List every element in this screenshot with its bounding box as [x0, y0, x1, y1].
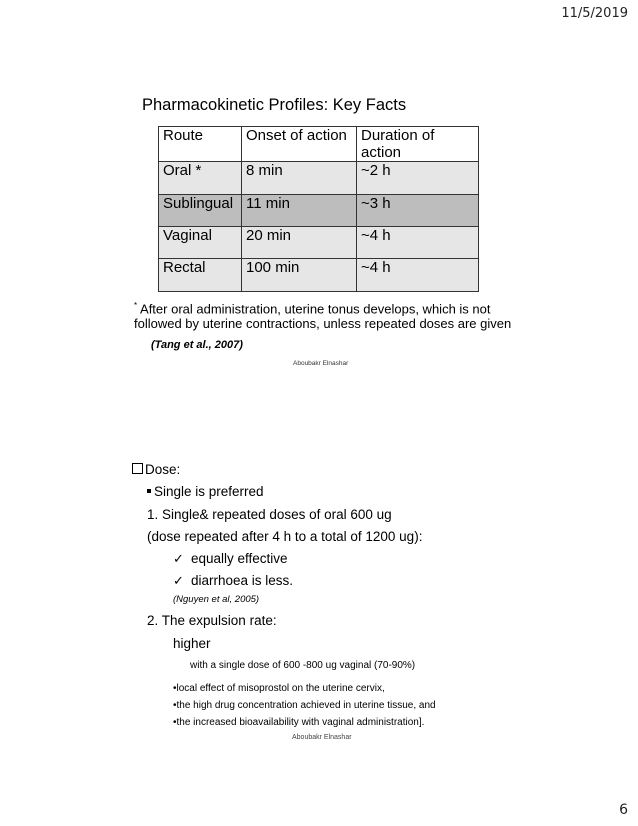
pharmacokinetic-table — [158, 126, 479, 292]
single-preferred-text: Single is preferred — [154, 484, 264, 499]
cell-onset: 11 min — [242, 195, 357, 227]
table-row — [159, 162, 479, 195]
header-onset: Onset of action — [242, 127, 357, 162]
checkmark-icon: ✓ — [173, 573, 184, 588]
checkmark-icon: ✓ — [173, 551, 184, 566]
cell-onset: 8 min — [242, 162, 357, 195]
check-item-2 — [173, 573, 293, 589]
hollow-square-icon — [132, 463, 143, 474]
table-header-row — [159, 127, 479, 162]
check-item-text: diarrhoea is less. — [191, 573, 294, 588]
dose-label: Dose: — [145, 462, 181, 477]
cell-duration: ~4 h — [357, 259, 479, 292]
list-item-2: 2. The expulsion rate: — [147, 613, 277, 628]
slide-title: Pharmacokinetic Profiles: Key Facts — [142, 96, 407, 114]
dose-heading — [132, 462, 180, 477]
single-preferred-item — [147, 484, 264, 499]
table-row — [159, 227, 479, 259]
footnote-line-2: followed by uterine contractions, unless repeated doses are given — [134, 316, 512, 331]
cell-duration: ~4 h — [357, 227, 479, 259]
cell-onset: 20 min — [242, 227, 357, 259]
cell-duration: ~2 h — [357, 162, 479, 195]
list-item-1-detail: (dose repeated after 4 h to a total of 1200 ug): — [147, 529, 423, 544]
cell-duration: ~3 h — [357, 195, 479, 227]
higher-detail: with a single dose of 600 -800 ug vaginal (70-90%) — [190, 660, 416, 671]
author-watermark: Aboubakr Elnashar — [293, 360, 349, 367]
cell-route: Oral * — [159, 162, 242, 195]
cell-route: Sublingual — [159, 195, 242, 227]
citation: (Tang et al., 2007) — [151, 339, 243, 351]
check-item-1 — [173, 551, 288, 567]
footnote-marker: * — [134, 301, 138, 310]
header-duration: Duration of action — [357, 127, 479, 162]
cell-route: Rectal — [159, 259, 242, 292]
author-watermark: Aboubakr Elnashar — [292, 734, 352, 741]
header-route: Route — [159, 127, 242, 162]
cell-route: Vaginal — [159, 227, 242, 259]
print-date: 11/5/2019 — [561, 6, 628, 21]
list-item-1: 1. Single& repeated doses of oral 600 ug — [147, 507, 392, 522]
check-item-text: equally effective — [191, 551, 288, 566]
page-number: 6 — [619, 802, 628, 818]
cell-onset: 100 min — [242, 259, 357, 292]
higher-text: higher — [173, 636, 211, 651]
list-item: •the increased bioavailability with vaginal administration]. — [173, 717, 425, 728]
footnote-text-1: After oral administration, uterine tonus develops, which is not — [137, 301, 491, 317]
list-item: •local effect of misoprostol on the uterine cervix, — [173, 683, 385, 694]
list-item: •the high drug concentration achieved in uterine tissue, and — [173, 700, 436, 711]
table-row — [159, 259, 479, 292]
citation: (Nguyen et al, 2005) — [173, 594, 260, 605]
table-row — [159, 195, 479, 227]
square-bullet-icon — [147, 489, 151, 493]
